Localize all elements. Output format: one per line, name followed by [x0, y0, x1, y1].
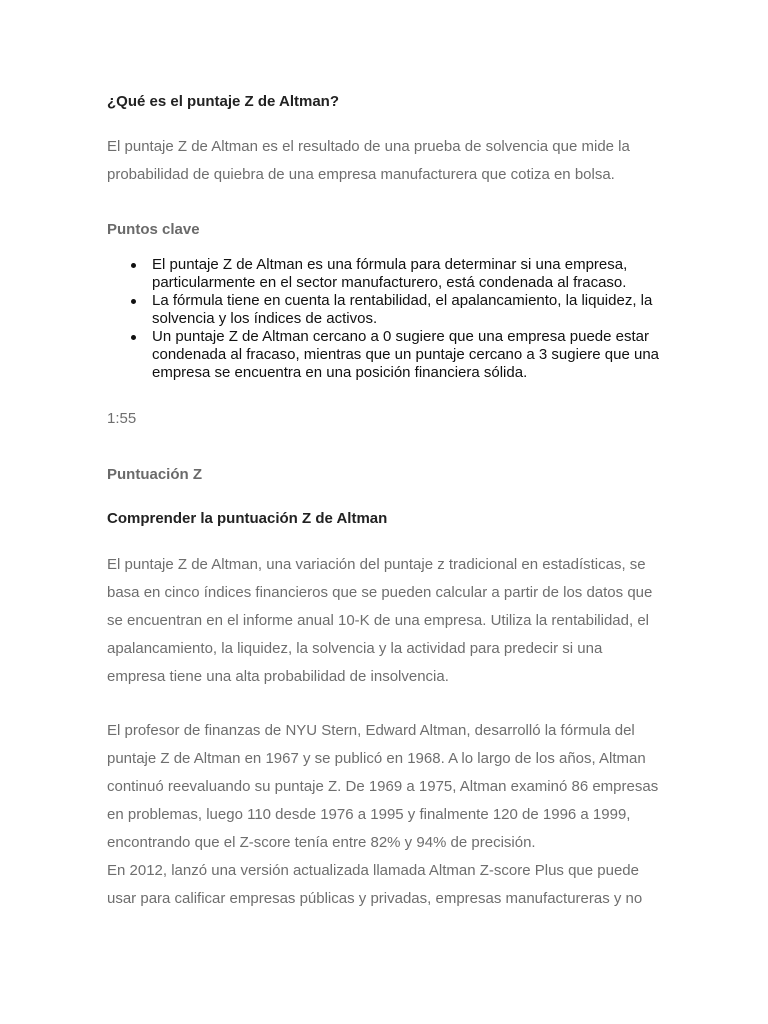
- paragraph-line: continuó reevaluando su puntaje Z. De 1969 a 1975, Altman examinó 86 empresas: [107, 778, 659, 795]
- list-item-line: empresa se encuentra en una posición financiera sólida.: [152, 364, 528, 381]
- bullet-icon: [131, 299, 136, 304]
- list-item: [107, 328, 667, 382]
- key-points-title: Puntos clave: [107, 221, 200, 238]
- paragraph-1: [107, 551, 667, 691]
- intro-paragraph: [107, 133, 667, 189]
- paragraph-line: apalancamiento, la liquidez, la solvencia y la actividad para predecir si una: [107, 640, 603, 657]
- paragraph-line: puntaje Z de Altman en 1967 y se publicó en 1968. A lo largo de los años, Altman: [107, 750, 646, 767]
- key-points-list: [107, 256, 667, 382]
- intro-line: probabilidad de quiebra de una empresa manufacturera que cotiza en bolsa.: [107, 166, 615, 183]
- heading-understanding-altman-z: Comprender la puntuación Z de Altman: [107, 510, 388, 527]
- paragraph-line: empresa tiene una alta probabilidad de insolvencia.: [107, 668, 449, 685]
- heading-what-is-altman-z: ¿Qué es el puntaje Z de Altman?: [107, 93, 339, 110]
- section-label: Puntuación Z: [107, 466, 202, 483]
- paragraph-line: basa en cinco índices financieros que se pueden calcular a partir de los datos que: [107, 584, 653, 601]
- paragraph-line: se encuentran en el informe anual 10-K de una empresa. Utiliza la rentabilidad, el: [107, 612, 649, 629]
- paragraph-line: en problemas, luego 110 desde 1976 a 1995 y finalmente 120 de 1996 a 1999,: [107, 806, 631, 823]
- paragraph-line: El puntaje Z de Altman, una variación del puntaje z tradicional en estadísticas, se: [107, 556, 646, 573]
- bullet-icon: [131, 263, 136, 268]
- paragraph-line: El profesor de finanzas de NYU Stern, Edward Altman, desarrolló la fórmula del: [107, 722, 635, 739]
- paragraph-line: usar para calificar empresas públicas y privadas, empresas manufactureras y no: [107, 890, 643, 907]
- paragraph-2: [107, 717, 667, 913]
- intro-line: El puntaje Z de Altman es el resultado de una prueba de solvencia que mide la: [107, 138, 630, 155]
- video-time-stamp: 1:55: [107, 410, 137, 427]
- list-item-line: El puntaje Z de Altman es una fórmula para determinar si una empresa,: [152, 256, 628, 273]
- list-item-line: solvencia y los índices de activos.: [152, 310, 378, 327]
- list-item-line: La fórmula tiene en cuenta la rentabilidad, el apalancamiento, la liquidez, la: [152, 292, 653, 309]
- paragraph-line: encontrando que el Z-score tenía entre 82% y 94% de precisión.: [107, 834, 536, 851]
- list-item-line: condenada al fracaso, mientras que un puntaje cercano a 3 sugiere que una: [152, 346, 660, 363]
- list-item: [107, 256, 667, 292]
- list-item: [107, 292, 667, 328]
- list-item-line: particularmente en el sector manufacturero, está condenada al fracaso.: [152, 274, 627, 291]
- list-item-line: Un puntaje Z de Altman cercano a 0 sugiere que una empresa puede estar: [152, 328, 649, 345]
- paragraph-line: En 2012, lanzó una versión actualizada llamada Altman Z-score Plus que puede: [107, 862, 639, 879]
- bullet-icon: [131, 335, 136, 340]
